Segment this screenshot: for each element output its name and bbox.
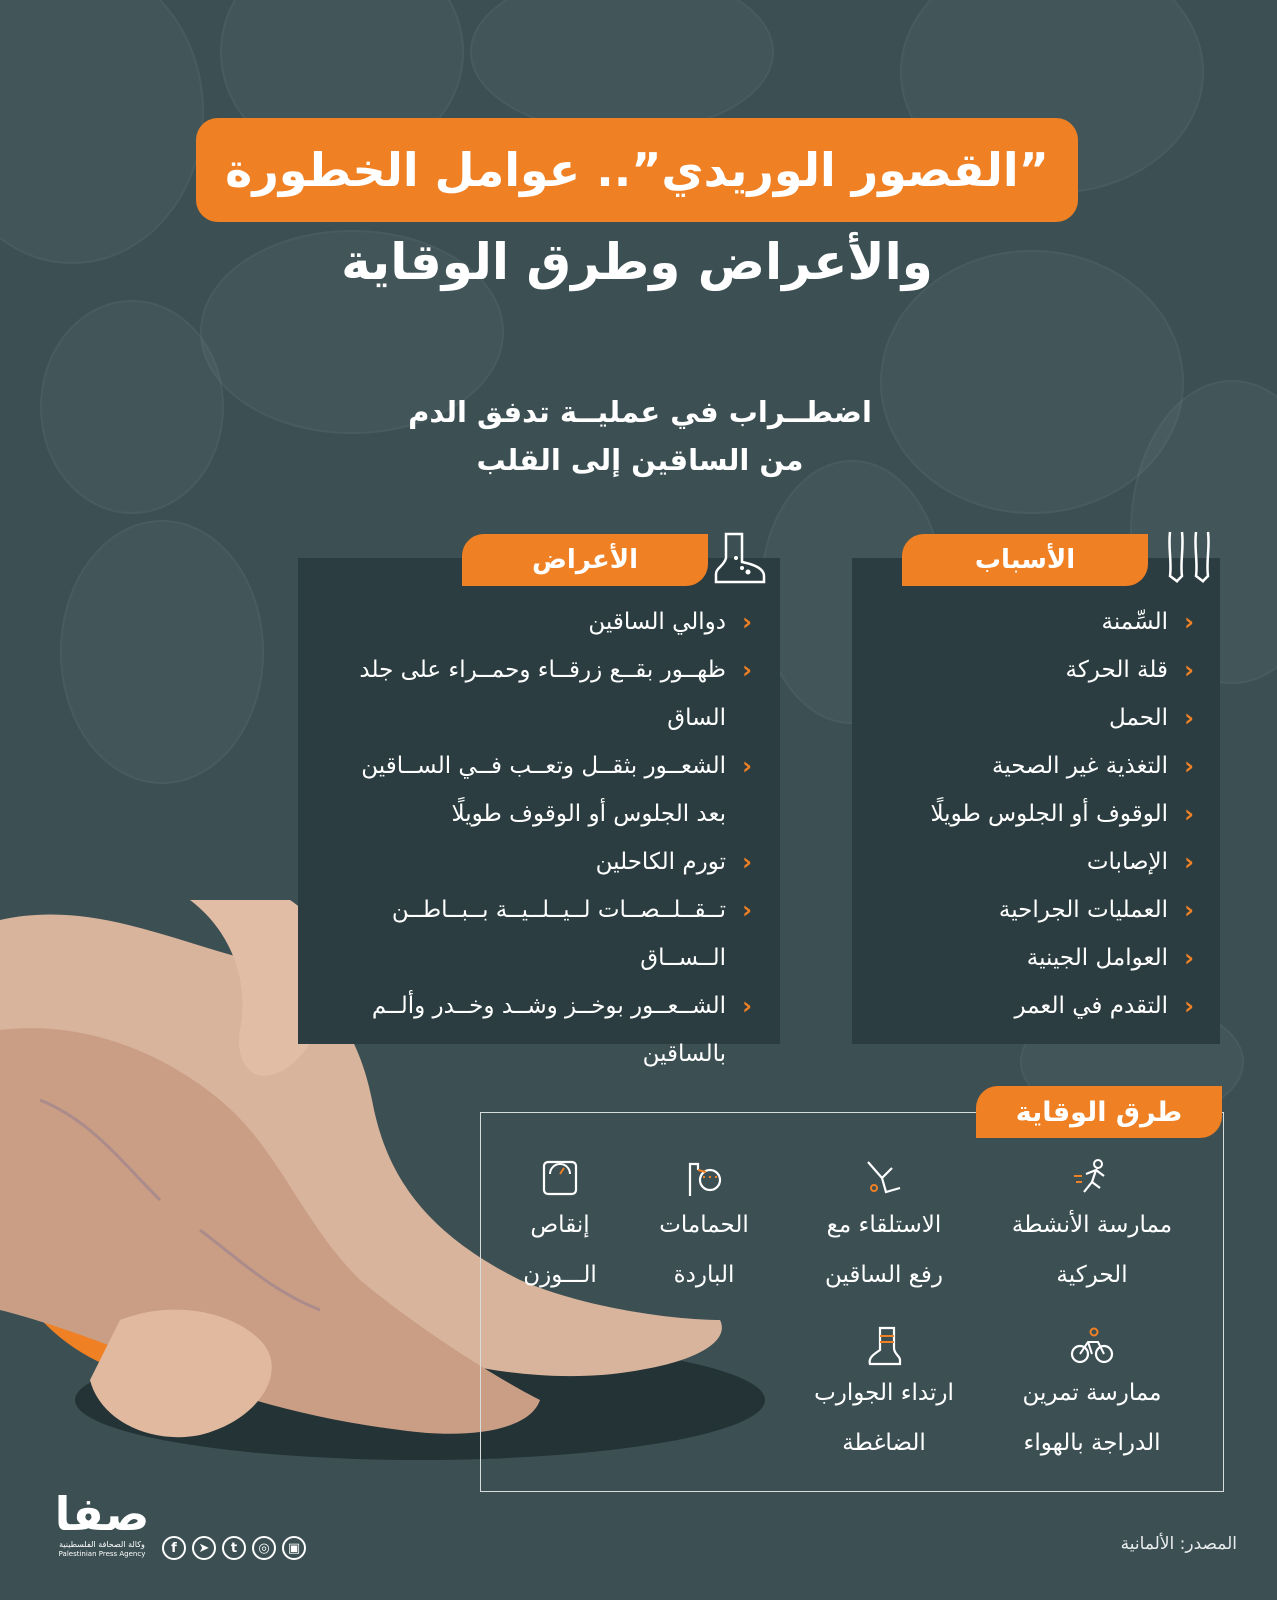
telegram-icon[interactable]: ➤ (192, 1536, 216, 1560)
list-item: ‹ قلة الحركة (864, 646, 1194, 694)
legs-icon (1160, 528, 1222, 590)
list-item: ‹ الشــعــور بوخــز وشــد وخــدر وألــم بالساقين (332, 982, 752, 1078)
list-item: ‹ العمليات الجراحية (864, 886, 1194, 934)
bicycle-icon (1070, 1326, 1114, 1366)
list-item: ‹ الشعــور بثقــل وتعــب فــي الســاقين بعد الجلوس أو الوقوف طويلًا (332, 742, 752, 838)
foot-icon (708, 528, 770, 590)
list-item: ‹ الوقوف أو الجلوس طويلًا (864, 790, 1194, 838)
prevention-item: ممارسة الأنشطة الحركية (982, 1158, 1202, 1300)
title-line-1: ”القصور الوريدي”.. عوامل الخطورة (225, 143, 1049, 197)
subtitle-line-1: اضطــراب في عمليــة تدفق الدم (408, 395, 872, 429)
chevron-left-icon: ‹ (1184, 944, 1194, 972)
symptoms-panel (298, 558, 780, 1067)
background-decoration (40, 300, 224, 514)
chevron-left-icon: ‹ (1184, 992, 1194, 1020)
prevention-item: الاستلقاء مع رفع الساقين (786, 1158, 982, 1300)
chevron-left-icon: ‹ (742, 848, 752, 876)
tiktok-icon[interactable]: t (222, 1536, 246, 1560)
title-line-2: والأعراض وطرق الوقاية (341, 233, 933, 291)
chevron-left-icon: ‹ (742, 656, 752, 684)
whatsapp-icon[interactable]: ◎ (252, 1536, 276, 1560)
list-item: ‹ العوامل الجينية (864, 934, 1194, 982)
shower-icon (684, 1158, 724, 1198)
prevention-item: الحمامات الباردة (638, 1158, 770, 1300)
list-item: ‹ السِّمنة (864, 598, 1194, 646)
social-links (162, 1536, 306, 1560)
chevron-left-icon: ‹ (742, 896, 752, 924)
title-banner (196, 118, 1078, 222)
list-item: ‹ الإصابات (864, 838, 1194, 886)
running-icon (1072, 1158, 1112, 1198)
chevron-left-icon: ‹ (1184, 848, 1194, 876)
chevron-left-icon: ‹ (1184, 656, 1194, 684)
prevention-item: إنقاص الـــوزن (500, 1158, 620, 1300)
subtitle (300, 388, 980, 484)
list-item: ‹ ظهــور بقــع زرقــاء وحمــراء على جلد الساق (332, 646, 752, 742)
instagram-icon[interactable]: ▣ (282, 1536, 306, 1560)
background-decoration (0, 0, 204, 264)
prevention-heading: طرق الوقاية (976, 1086, 1222, 1138)
background-decoration (60, 520, 264, 784)
facebook-icon[interactable]: f (162, 1536, 186, 1560)
background-decoration (470, 0, 774, 134)
compression-sock-icon (864, 1326, 904, 1366)
list-item: ‹ التغذية غير الصحية (864, 742, 1194, 790)
chevron-left-icon: ‹ (742, 608, 752, 636)
chevron-left-icon: ‹ (742, 752, 752, 780)
chevron-left-icon: ‹ (1184, 752, 1194, 780)
causes-list (864, 598, 1194, 1030)
source-credit: المصدر: الألمانية (1120, 1534, 1237, 1554)
subtitle-line-2: من الساقين إلى القلب (476, 443, 804, 477)
symptoms-heading: الأعراض (462, 534, 708, 586)
list-item: ‹ التقدم في العمر (864, 982, 1194, 1030)
agency-logo: صفا وكالة الصحافة الفلسطينية Palestinian Press Agency (54, 1487, 150, 1558)
prevention-item: ممارسة تمرين الدراجة بالهواء (982, 1326, 1202, 1468)
causes-heading: الأسباب (902, 534, 1148, 586)
scale-icon (540, 1158, 580, 1198)
chevron-left-icon: ‹ (742, 992, 752, 1020)
list-item: ‹ دوالي الساقين (332, 598, 752, 646)
causes-panel (852, 558, 1220, 1044)
prevention-item: ارتداء الجوارب الضاغطة (786, 1326, 982, 1468)
list-item: ‹ تورم الكاحلين (332, 838, 752, 886)
symptoms-list (332, 598, 752, 1078)
chevron-left-icon: ‹ (1184, 800, 1194, 828)
leg-raise-icon (864, 1158, 904, 1198)
list-item: ‹ تــقــلــصــات لــيــلــيــة بــبــاطــن الــســاق (332, 886, 752, 982)
chevron-left-icon: ‹ (1184, 608, 1194, 636)
list-item: ‹ الحمل (864, 694, 1194, 742)
chevron-left-icon: ‹ (1184, 704, 1194, 732)
chevron-left-icon: ‹ (1184, 896, 1194, 924)
